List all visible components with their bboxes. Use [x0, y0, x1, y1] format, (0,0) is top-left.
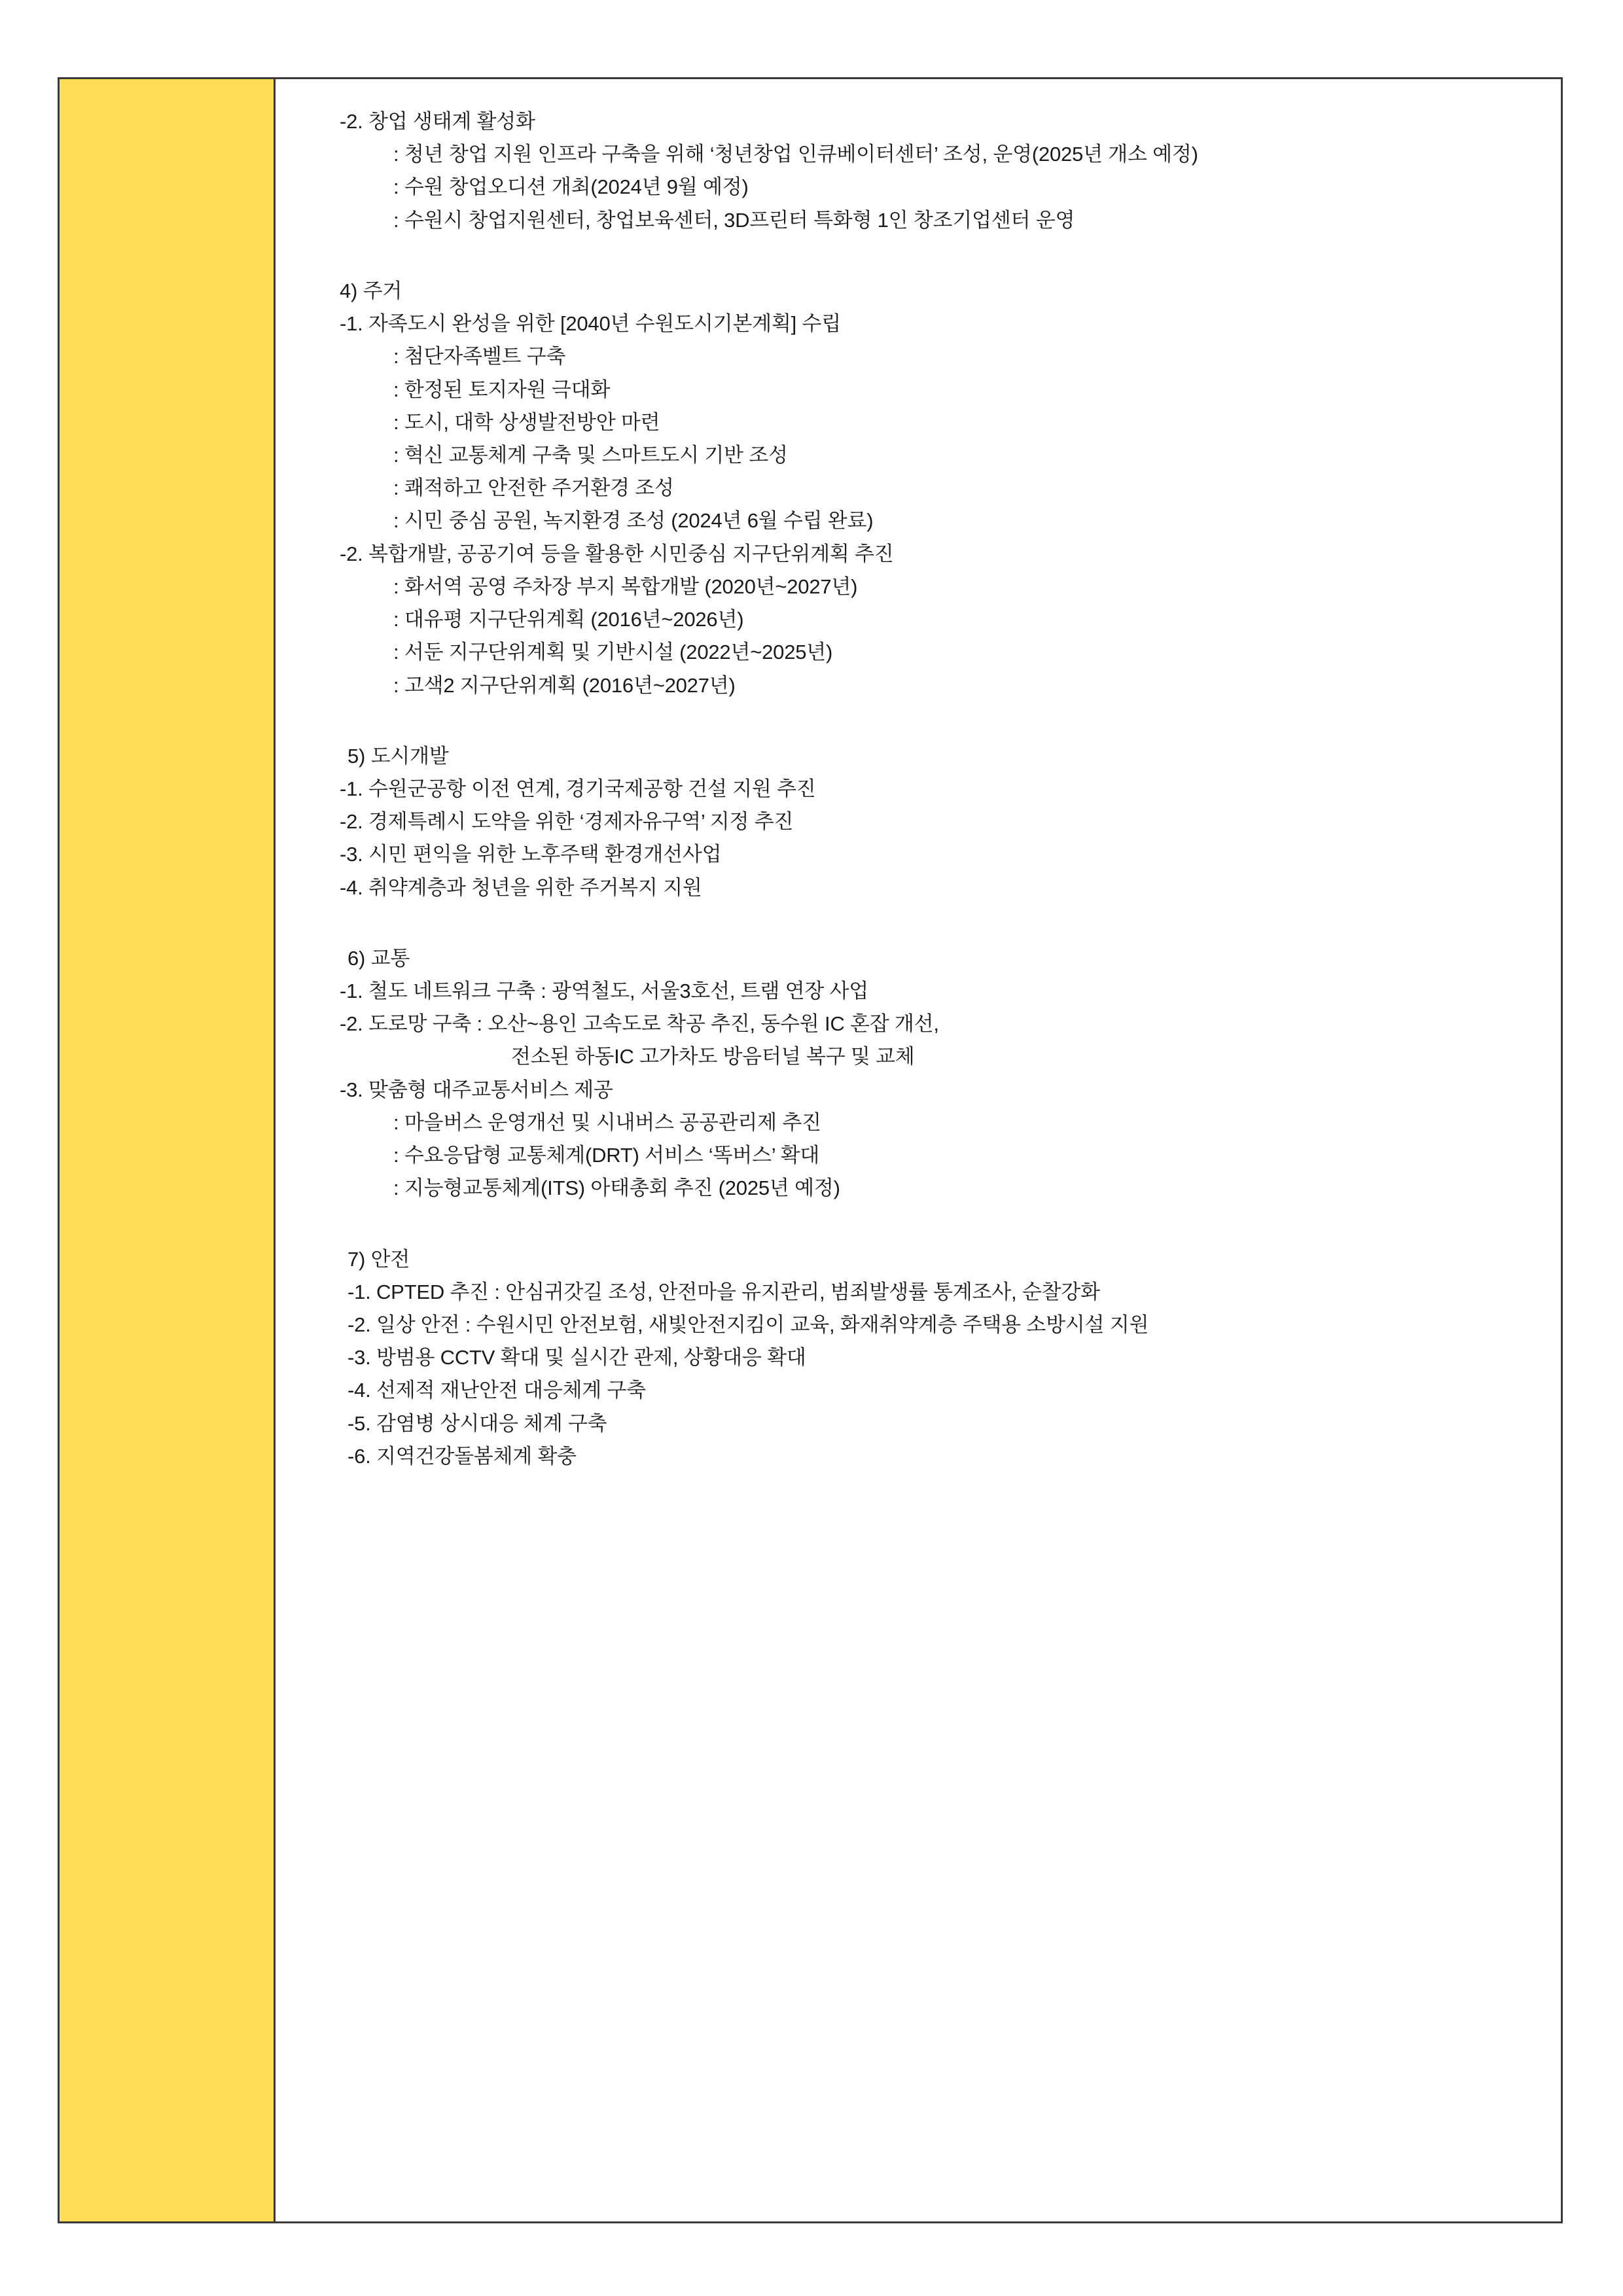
list-item: -3. 방범용 CCTV 확대 및 실시간 관제, 상황대응 확대 — [348, 1346, 806, 1369]
list-item: -4. 선제적 재난안전 대응체계 구축 — [348, 1379, 646, 1402]
list-item: : 쾌적하고 안전한 주거환경 조성 — [393, 476, 674, 500]
list-item: -4. 취약계층과 청년을 위한 주거복지 지원 — [340, 875, 702, 899]
list-item: -1. 철도 네트워크 구축 : 광역철도, 서울3호선, 트램 연장 사업 — [340, 980, 868, 1003]
content-table — [58, 77, 1563, 2223]
list-item: : 수요응답형 교통체계(DRT) 서비스 ‘똑버스’ 확대 — [393, 1144, 820, 1167]
list-item: -6. 지역건강돌봄체계 확충 — [348, 1444, 577, 1468]
section-spacer — [321, 237, 1522, 275]
list-item: -2. 도로망 구축 : 오산~용인 고속도로 착공 추진, 동수원 IC 혼잡 개선, — [340, 1012, 939, 1036]
table-left-highlight-column — [60, 79, 276, 2221]
list-item: -3. 시민 편익을 위한 노후주택 환경개선사업 — [340, 843, 722, 866]
section-heading: 7) 안전 — [348, 1247, 410, 1271]
list-item: : 시민 중심 공원, 녹지환경 조성 (2024년 6월 수립 완료) — [393, 509, 874, 533]
list-item: -2. 경제특례시 도약을 위한 ‘경제자유구역’ 지정 추진 — [340, 810, 794, 834]
list-item: : 도시, 대학 상생발전방안 마련 — [393, 410, 660, 434]
list-item: : 화서역 공영 주차장 부지 복합개발 (2020년~2027년) — [393, 574, 858, 598]
section-transportation — [321, 942, 1522, 1205]
list-item: : 대유평 지구단위계획 (2016년~2026년) — [393, 608, 744, 631]
section-housing — [321, 275, 1522, 702]
list-item: -1. 수원군공항 이전 연계, 경기국제공항 건설 지원 추진 — [340, 777, 816, 800]
list-item: : 지능형교통체계(ITS) 아태총회 추진 (2025년 예정) — [393, 1176, 840, 1200]
table-content-column — [276, 79, 1561, 2221]
list-item: -5. 감염병 상시대응 체계 구축 — [348, 1411, 607, 1435]
list-item: : 혁신 교통체계 구축 및 스마트도시 기반 조성 — [393, 443, 788, 467]
section-spacer — [321, 904, 1522, 942]
section-urban-development — [321, 740, 1522, 904]
list-item: -1. CPTED 추진 : 안심귀갓길 조성, 안전마을 유지관리, 범죄발생률 통계조사, 순찰강화 — [348, 1280, 1100, 1303]
section-spacer — [321, 1205, 1522, 1243]
list-item: : 서둔 지구단위계획 및 기반시설 (2022년~2025년) — [393, 641, 833, 664]
section-safety — [321, 1243, 1522, 1474]
section-spacer — [321, 702, 1522, 740]
section-heading: 6) 교통 — [348, 946, 410, 970]
list-item: : 한정된 토지자원 극대화 — [393, 378, 611, 401]
list-item: : 청년 창업 지원 인프라 구축을 위해 ‘청년창업 인큐베이터센터’ 조성, 운영(2025년 개소 예정) — [393, 143, 1198, 166]
section-heading: 5) 도시개발 — [348, 744, 449, 768]
list-item: -3. 맞춤형 대주교통서비스 제공 — [340, 1078, 613, 1101]
section-heading: 4) 주거 — [340, 279, 402, 302]
list-item-continuation: 전소된 하동IC 고가차도 방음터널 복구 및 교체 — [511, 1045, 915, 1069]
list-item: : 고색2 지구단위계획 (2016년~2027년) — [393, 673, 736, 697]
section-startup-ecosystem — [321, 105, 1522, 237]
list-item: -2. 일상 안전 : 수원시민 안전보험, 새빛안전지킴이 교육, 화재취약계층 주택용 소방시설 지원 — [348, 1313, 1149, 1336]
list-item: : 마을버스 운영개선 및 시내버스 공공관리제 추진 — [393, 1110, 821, 1134]
list-item: -2. 복합개발, 공공기여 등을 활용한 시민중심 지구단위계획 추진 — [340, 542, 894, 565]
list-item: -1. 자족도시 완성을 위한 [2040년 수원도시기본계획] 수립 — [340, 312, 841, 336]
list-item: : 수원시 창업지원센터, 창업보육센터, 3D프린터 특화형 1인 창조기업센터 운영 — [393, 208, 1075, 232]
list-item: -2. 창업 생태계 활성화 — [340, 110, 535, 133]
list-item: : 수원 창업오디션 개최(2024년 9월 예정) — [393, 175, 749, 199]
list-item: : 첨단자족벨트 구축 — [393, 345, 566, 368]
